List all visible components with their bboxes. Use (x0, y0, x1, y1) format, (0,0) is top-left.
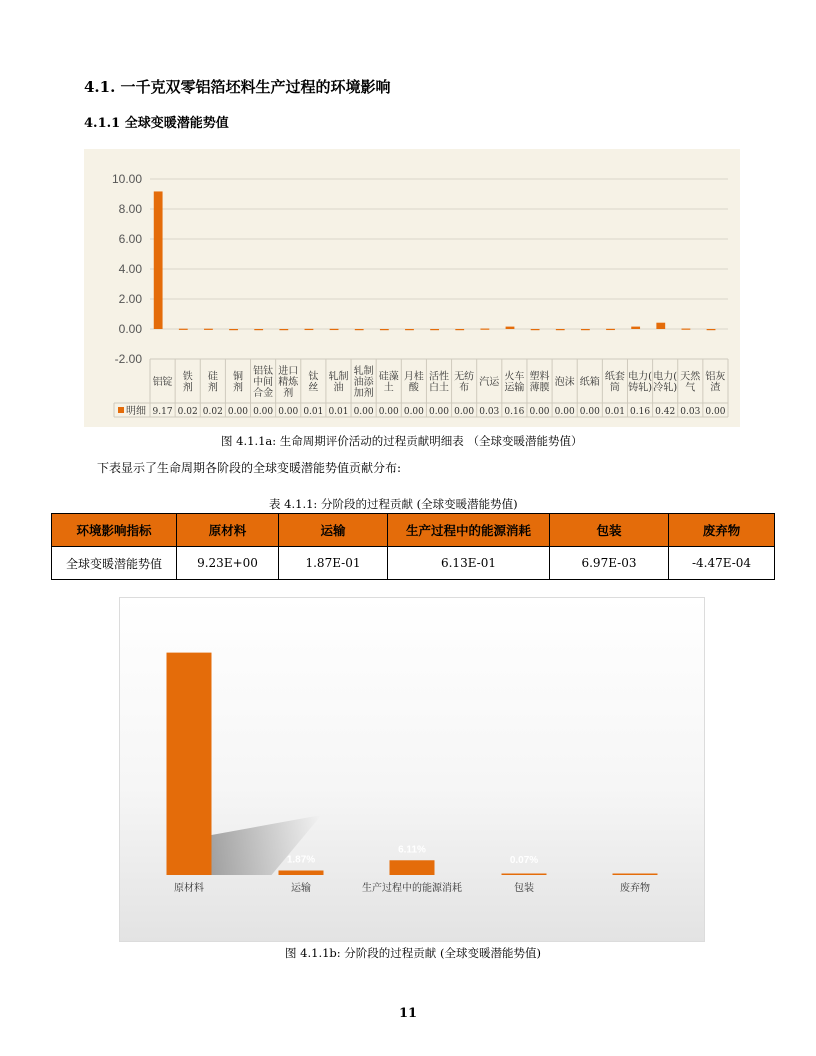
value-label: 0.00 (428, 407, 450, 417)
legend-label: 明细 (126, 406, 146, 417)
value-label: 0.00 (353, 407, 374, 417)
data-table (114, 359, 728, 417)
value-label: 0.00 (378, 407, 399, 417)
value-label: 0.00 (403, 407, 424, 417)
category-label: 塑料薄膜 (529, 371, 550, 394)
table-header-row (52, 514, 775, 547)
bar (279, 329, 288, 330)
data-label: 1.87% (286, 854, 316, 866)
page-number: 11 (398, 1006, 418, 1021)
value-label: 9.17 (152, 407, 173, 417)
bar (430, 329, 439, 330)
value-label: 0.00 (454, 407, 475, 417)
category-label: 包装 (514, 883, 534, 894)
category-label: 铝灰渣 (705, 371, 726, 394)
bar (556, 329, 565, 330)
value-label: 0.03 (479, 407, 500, 417)
category-label: 铝钛中间合金 (253, 366, 274, 399)
value-label: 0.00 (529, 407, 550, 417)
figure-b-caption: 图 4.1.1b: 分阶段的过程贡献 (全球变暖潜能势值) (285, 946, 541, 960)
category-label: 泡沫 (554, 377, 575, 388)
value-label: 0.00 (227, 407, 248, 417)
category-label: 进口精炼剂 (278, 366, 299, 399)
table-cell: 6.13E-01 (388, 547, 550, 580)
bar (355, 329, 364, 330)
category-label: 天然气 (680, 371, 701, 394)
stage-contribution-table (51, 513, 775, 580)
table-cell: -4.47E-04 (669, 547, 775, 580)
bar (279, 870, 324, 875)
table-header: 原材料 (177, 514, 279, 547)
category-label: 硅藻土 (378, 371, 399, 394)
table-header: 运输 (279, 514, 388, 547)
bar (154, 191, 163, 329)
stage-contribution-chart (119, 597, 705, 942)
category-label: 铝锭 (152, 377, 173, 388)
data-label: 0.07% (509, 855, 539, 866)
bar (606, 329, 615, 330)
bar (581, 329, 590, 330)
category-label: 纸套筒 (604, 371, 625, 394)
category-label: 电力(冷轧) (653, 371, 678, 394)
value-label: 0.42 (655, 407, 676, 417)
value-label: 0.00 (554, 407, 575, 417)
value-label: 0.16 (504, 407, 525, 417)
value-label: 0.00 (253, 407, 274, 417)
process-detail-chart-svg (84, 149, 740, 427)
bar (204, 329, 213, 330)
category-label: 原材料 (174, 883, 204, 894)
table-cell: 9.23E+00 (177, 547, 279, 580)
category-label: 轧制油 (328, 371, 349, 394)
y-tick-label: 10.00 (111, 172, 142, 186)
bar (613, 874, 658, 876)
category-label: 纸箱 (579, 377, 600, 388)
table-header: 废弃物 (669, 514, 775, 547)
stage-contribution-chart-svg (120, 598, 704, 941)
bar (330, 329, 339, 330)
bar (167, 653, 212, 875)
figure-a-caption: 图 4.1.1a: 生命周期评价活动的过程贡献明细表 （全球变暖潜能势值） (221, 434, 583, 448)
category-label: 硅剂 (207, 371, 218, 394)
bar (631, 327, 640, 329)
value-label: 0.00 (579, 407, 600, 417)
category-label: 轧制油添加剂 (353, 366, 374, 399)
table-cell: 1.87E-01 (279, 547, 388, 580)
category-label: 铜剂 (232, 371, 243, 394)
table-header: 生产过程中的能源消耗 (388, 514, 550, 547)
category-label: 无纺布 (454, 371, 475, 394)
bar (229, 329, 238, 330)
bar (707, 329, 716, 330)
bar (390, 860, 435, 875)
category-label: 电力(铸轧) (628, 371, 652, 394)
value-label: 0.00 (278, 407, 299, 417)
legend-swatch (118, 407, 124, 413)
value-label: 0.00 (705, 407, 726, 417)
y-tick-label: 8.00 (118, 202, 142, 216)
value-label: 0.01 (604, 407, 625, 417)
bar (656, 323, 665, 329)
bar (380, 329, 389, 330)
category-label: 活性白土 (429, 371, 449, 394)
value-label: 0.03 (680, 407, 701, 417)
bar (531, 329, 540, 330)
table-caption: 表 4.1.1: 分阶段的过程贡献 (全球变暖潜能势值) (269, 497, 518, 511)
bar (682, 329, 691, 330)
bar (506, 327, 515, 329)
y-tick-label: 6.00 (118, 232, 142, 246)
intro-paragraph: 下表显示了生命周期各阶段的全球变暖潜能势值贡献分布: (97, 461, 402, 475)
subsection-heading: 4.1.1 全球变暖潜能势值 (84, 116, 229, 131)
bar (254, 329, 263, 330)
category-label: 汽运 (479, 377, 500, 388)
bar (480, 329, 489, 330)
category-label: 生产过程中的能源消耗 (362, 883, 462, 894)
value-label: 0.01 (303, 407, 324, 417)
y-tick-label: 2.00 (118, 292, 142, 306)
y-tick-label: 4.00 (118, 262, 142, 276)
value-label: 0.16 (630, 407, 651, 417)
category-label: 月桂酸 (403, 371, 424, 394)
category-label: 火车运输 (504, 371, 525, 394)
category-label: 钛丝 (308, 371, 319, 394)
y-tick-label: -2.00 (114, 352, 142, 366)
bar (502, 874, 547, 876)
table-cell: 全球变暖潜能势值 (52, 547, 177, 580)
bar (305, 329, 314, 330)
value-label: 0.02 (177, 407, 198, 417)
bar (455, 329, 464, 330)
bar (405, 329, 414, 330)
value-label: 0.01 (328, 407, 349, 417)
table-row (52, 547, 775, 580)
bar-shadow (212, 815, 322, 875)
section-heading: 4.1. 一千克双零铝箔坯料生产过程的环境影响 (84, 78, 391, 96)
table-cell: 6.97E-03 (550, 547, 669, 580)
data-label: 6.11% (398, 844, 426, 856)
table-header: 环境影响指标 (52, 514, 177, 547)
value-label: 0.02 (202, 407, 223, 417)
category-label: 废弃物 (620, 883, 650, 894)
process-detail-chart (84, 149, 740, 427)
category-label: 铁剂 (182, 371, 193, 394)
bar (179, 329, 188, 330)
category-label: 运输 (291, 883, 311, 894)
table-header: 包装 (550, 514, 669, 547)
y-tick-label: 0.00 (118, 322, 142, 336)
